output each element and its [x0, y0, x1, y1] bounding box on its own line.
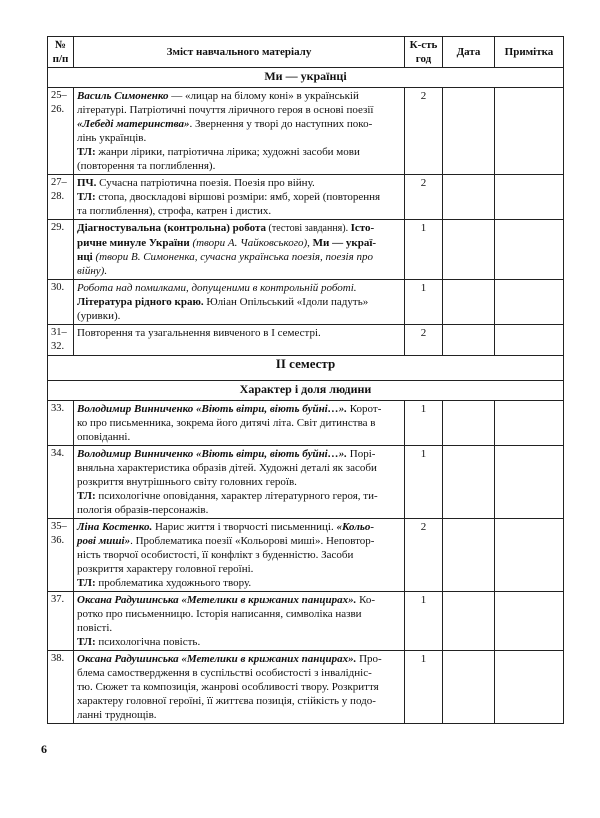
date-cell [443, 88, 495, 175]
lesson-content [74, 325, 405, 356]
lesson-number [48, 325, 74, 356]
content-text: війну). [77, 265, 108, 277]
header-hours [405, 37, 443, 68]
header-hours-top: К-сть [409, 39, 438, 51]
content-text: літературі. Патріотичні почуття ліричного героя в основі поезії [77, 104, 374, 116]
content-text: ко про письменника, зокрема його дитячі літа. Світ дитинства в [77, 417, 376, 429]
date-cell [443, 651, 495, 724]
lesson-content [74, 446, 405, 519]
content-line [77, 635, 401, 649]
table-row [48, 651, 564, 724]
content-line [77, 103, 401, 117]
lesson-number [48, 519, 74, 592]
content-line [77, 694, 401, 708]
date-cell [443, 325, 495, 356]
date-cell [443, 446, 495, 519]
content-text: жанри лірики, патріотична лірика; художні засоби мови [95, 146, 360, 158]
content-line [77, 680, 401, 694]
section-heading: II семестр [48, 356, 564, 381]
content-line [77, 190, 401, 204]
content-line [77, 607, 401, 621]
lesson-number [48, 401, 74, 446]
section-row [48, 68, 564, 88]
section-heading: Характер і доля людини [48, 381, 564, 401]
header-note: Примітка [495, 37, 564, 68]
content-text: ТЛ: [77, 146, 96, 158]
lesson-content [74, 175, 405, 220]
content-text: Оксана Радушинська «Метелики в крижаних панцирах». [77, 594, 357, 606]
content-text: (твори А. Чайковського) [189, 237, 308, 249]
content-text: ТЛ: [77, 577, 96, 589]
note-cell [495, 175, 564, 220]
header-content: Зміст навчального матеріалу [74, 37, 405, 68]
content-text: ланні труднощів. [77, 709, 157, 721]
content-text: Діагностувальна (контрольна) робота [77, 222, 267, 234]
section-heading: Ми — українці [48, 68, 564, 88]
lesson-content [74, 220, 405, 280]
hours-count: 1 [405, 220, 443, 280]
content-text: психологічне оповідання, характер літературного героя, ти- [95, 490, 378, 502]
hours-count: 2 [405, 519, 443, 592]
hours-count: 1 [405, 280, 443, 325]
content-text: Оксана Радушинська «Метелики в крижаних панцирах». [77, 653, 357, 665]
lesson-number-part: 36. [51, 535, 65, 546]
content-text: Корот- [347, 403, 382, 415]
content-line [77, 309, 401, 323]
lesson-content [74, 592, 405, 651]
content-line [77, 708, 401, 722]
content-line [77, 503, 401, 517]
content-text: Порі- [347, 448, 376, 460]
lesson-number-part: 27– [51, 177, 67, 188]
content-text: ТЛ: [77, 490, 96, 502]
content-text: Василь Симоненко [77, 90, 169, 102]
date-cell [443, 175, 495, 220]
header-row [48, 37, 564, 68]
lesson-number [48, 220, 74, 280]
content-text: (повторення та поглиблення). [77, 160, 216, 172]
lesson-number [48, 280, 74, 325]
lesson-number-part: 33. [51, 403, 65, 414]
table-body [48, 68, 564, 724]
content-line [77, 281, 401, 295]
lesson-number [48, 175, 74, 220]
content-text: Ко- [356, 594, 376, 606]
content-line [77, 534, 401, 548]
content-text: пологія образів-персонажів. [77, 504, 209, 516]
content-text: (уривки). [77, 310, 121, 322]
note-cell [495, 519, 564, 592]
content-line [77, 489, 401, 503]
content-text: (твори В. Симоненка, сучасна українська поезія, поезія про [92, 251, 373, 263]
content-text: , [307, 237, 313, 249]
header-hours-bottom: год [415, 53, 432, 65]
table-row [48, 220, 564, 280]
content-text: . Проблематика поезії «Кольорові миші». Неповтор- [130, 535, 375, 547]
hours-count: 1 [405, 592, 443, 651]
content-text: блема самоствердження в суспільстві особистості з інвалідніс- [77, 667, 372, 679]
lesson-number-part: 25– [51, 90, 67, 101]
table-row [48, 175, 564, 220]
content-text: Нарис життя і творчості письменниці. [152, 521, 337, 533]
content-text: Література рідного краю. [77, 296, 204, 308]
content-text: стопа, двоскладові віршові розміри: ямб, хорей (повторення [95, 191, 381, 203]
content-line [77, 117, 401, 131]
section-row [48, 356, 564, 381]
content-line [77, 159, 401, 173]
content-line [77, 250, 401, 264]
content-line [77, 562, 401, 576]
content-line [77, 176, 401, 190]
content-text: Ліна Костенко. [77, 521, 153, 533]
section-row [48, 381, 564, 401]
content-line [77, 416, 401, 430]
content-line [77, 475, 401, 489]
content-text: ТЛ: [77, 636, 96, 648]
lesson-number [48, 446, 74, 519]
content-text: (тестові завдання). [266, 223, 351, 234]
table-row [48, 519, 564, 592]
content-text: характеру головної героїні, її життєва позиція, стійкість у подо- [77, 695, 376, 707]
table-row [48, 280, 564, 325]
lesson-number-part: 32. [51, 341, 65, 352]
date-cell [443, 280, 495, 325]
lesson-number-part: 28. [51, 191, 65, 202]
content-text: ТЛ: [77, 191, 96, 203]
hours-count: 2 [405, 88, 443, 175]
note-cell [495, 325, 564, 356]
content-text: ричне минуле України [77, 237, 190, 249]
hours-count: 1 [405, 446, 443, 519]
table-row [48, 401, 564, 446]
table-row [48, 592, 564, 651]
lesson-number [48, 592, 74, 651]
content-text: «Лебеді материнства» [77, 118, 190, 130]
note-cell [495, 446, 564, 519]
note-cell [495, 651, 564, 724]
content-text: лінь українців. [77, 132, 147, 144]
note-cell [495, 220, 564, 280]
content-text: Володимир Винниченко «Віють вітри, віють буйні…». [77, 448, 347, 460]
content-line [77, 576, 401, 590]
hours-count: 1 [405, 401, 443, 446]
note-cell [495, 592, 564, 651]
page-number: 6 [41, 742, 47, 756]
lesson-number-part: 34. [51, 448, 65, 459]
content-text: повісті. [77, 622, 113, 634]
content-line [77, 402, 401, 416]
content-text: проблематика художнього твору. [95, 577, 252, 589]
hours-count: 2 [405, 175, 443, 220]
content-text: розкриття характеру головної героїні. [77, 563, 254, 575]
content-line [77, 621, 401, 635]
date-cell [443, 401, 495, 446]
lesson-number-part: 26. [51, 104, 65, 115]
content-text: Сучасна патріотична поезія. Поезія про війну. [96, 177, 315, 189]
lesson-content [74, 651, 405, 724]
lesson-number-part: 30. [51, 282, 65, 293]
content-text: оповіданні. [77, 431, 131, 443]
content-text: ність творчої особистості, її конфлікт з буденністю. Засоби [77, 549, 354, 561]
date-cell [443, 519, 495, 592]
date-cell [443, 592, 495, 651]
content-text: Володимир Винниченко «Віють вітри, віють буйні…». [77, 403, 347, 415]
lesson-number-part: 35– [51, 521, 67, 532]
table-row [48, 88, 564, 175]
content-line [77, 131, 401, 145]
content-text: Повторення та узагальнення вивченого в I семестрі. [77, 327, 321, 339]
content-line [77, 295, 401, 309]
content-line [77, 520, 401, 534]
content-line [77, 461, 401, 475]
content-line [77, 548, 401, 562]
lesson-content [74, 519, 405, 592]
table-row [48, 325, 564, 356]
hours-count: 1 [405, 651, 443, 724]
content-line [77, 89, 401, 103]
content-text: рові миші» [77, 535, 131, 547]
hours-count: 2 [405, 325, 443, 356]
content-text: нці [77, 251, 93, 263]
content-text: тю. Сюжет та композиція, жанрові особливості твору. Розкриття [77, 681, 379, 693]
content-line [77, 447, 401, 461]
content-text: Про- [356, 653, 382, 665]
lesson-content [74, 401, 405, 446]
content-text: Юліан Опільський «Ідоли падуть» [203, 296, 369, 308]
lesson-number-part: 31– [51, 327, 67, 338]
content-line [77, 652, 401, 666]
curriculum-table [47, 36, 564, 724]
content-line [77, 236, 401, 250]
content-line [77, 204, 401, 218]
content-text: ротко про письменницю. Історія написання, символіка назви [77, 608, 362, 620]
note-cell [495, 88, 564, 175]
content-text: Робота над помилками, допущеними в контрольній роботі. [77, 282, 357, 294]
content-text: ПЧ. [77, 177, 97, 189]
content-text: . Звернення у творі до наступних поко- [189, 118, 373, 130]
content-line [77, 326, 401, 340]
content-text: розкриття внутрішнього світу головних героїв. [77, 476, 297, 488]
content-line [77, 221, 401, 236]
content-line [77, 145, 401, 159]
lesson-number-part: 37. [51, 594, 65, 605]
content-text: вняльна характеристика образів дітей. Художні деталі як засоби [77, 462, 377, 474]
note-cell [495, 401, 564, 446]
content-text: Істо- [350, 222, 375, 234]
content-line [77, 264, 401, 278]
content-line [77, 666, 401, 680]
lesson-number-part: 38. [51, 653, 65, 664]
header-num: № п/п [48, 37, 74, 68]
note-cell [495, 280, 564, 325]
date-cell [443, 220, 495, 280]
content-text: — «лицар на білому коні» в українській [168, 90, 359, 102]
header-date: Дата [443, 37, 495, 68]
content-text: «Кольо- [336, 521, 375, 533]
content-text: психологічна повість. [95, 636, 201, 648]
lesson-content [74, 280, 405, 325]
lesson-number-part: 29. [51, 222, 65, 233]
content-text: та поглиблення), строфа, катрен і дистих. [77, 205, 272, 217]
lesson-content [74, 88, 405, 175]
content-line [77, 430, 401, 444]
table-row [48, 446, 564, 519]
lesson-number [48, 88, 74, 175]
content-text: Ми — украї- [312, 237, 377, 249]
content-line [77, 593, 401, 607]
lesson-number [48, 651, 74, 724]
